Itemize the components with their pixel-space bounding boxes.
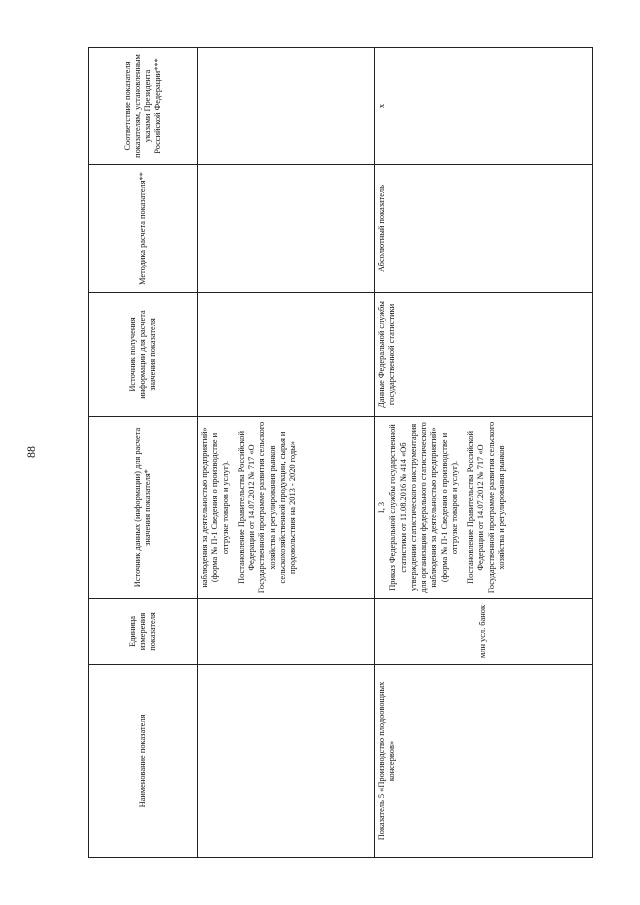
- cell-source-receipt: [198, 293, 375, 417]
- source-data-paragraph: Приказ Федеральной службы государственной статистики от 11.08.2016 № 414 «Об утверждении статистического инструментария для организации федерального статистического наблюдения за деятельностью предприятий» (форма № П-1 Сведения о производстве и отгрузке товаров и услуг).: [388, 422, 459, 593]
- header-unit: Единица измерения показателя: [89, 599, 198, 665]
- cell-method: Абсолютный показатель: [375, 165, 593, 293]
- page-number: 88: [24, 446, 38, 458]
- cell-compliance: х: [375, 48, 593, 165]
- rotated-table-container: [88, 48, 583, 858]
- source-data-paragraph: наблюдения за деятельностью предприятий» (форма № П-1 Сведения о производстве и отгрузке товаров и услуг).: [200, 427, 230, 588]
- header-source-data: Источник данных (информации) для расчета значения показателя*: [89, 417, 198, 599]
- header-compliance: Соответствие показателя показателям, установленным указами Президента Российской Федерации***: [89, 48, 198, 165]
- header-method: Методика расчета показателя**: [89, 165, 198, 293]
- cell-source-receipt: Данные Федеральной службы государственной статистики: [375, 293, 593, 417]
- cell-unit: [198, 599, 375, 665]
- cell-method: [198, 165, 375, 293]
- cell-source-data: [375, 417, 593, 599]
- cell-name: Показатель 5 «Производство плодоовощных консервов»: [375, 665, 593, 858]
- indicators-table: [88, 47, 593, 858]
- cell-name: [198, 665, 375, 858]
- cell-unit: млн усл. банок: [375, 599, 593, 665]
- cell-source-data: [198, 417, 375, 599]
- header-source-receipt: Источник получения информации для расчета значения показателя: [89, 293, 198, 417]
- cell-compliance: [198, 48, 375, 165]
- source-data-paragraph: Постановление Правительства Российской Федерации от 14.07.2012 № 717 «О Государственной программе развития сельского хозяйства и регулирования рынков сельскохозяйственной продукции, сырья и продовольствия на 2013 - 2020 годы»: [236, 421, 297, 594]
- table-row-indicator-5: [375, 48, 593, 858]
- source-data-paragraph: I, 3: [377, 501, 386, 514]
- table-row-continuation: [198, 48, 375, 858]
- table-header-row: [89, 48, 198, 858]
- source-data-paragraph: Постановление Правительства Российской Федерации от 14.07.2012 № 717 «О Государственной программе развития сельского хозяйства и регулирования рынков: [466, 421, 506, 594]
- header-indicator-name: Наименование показателя: [89, 665, 198, 858]
